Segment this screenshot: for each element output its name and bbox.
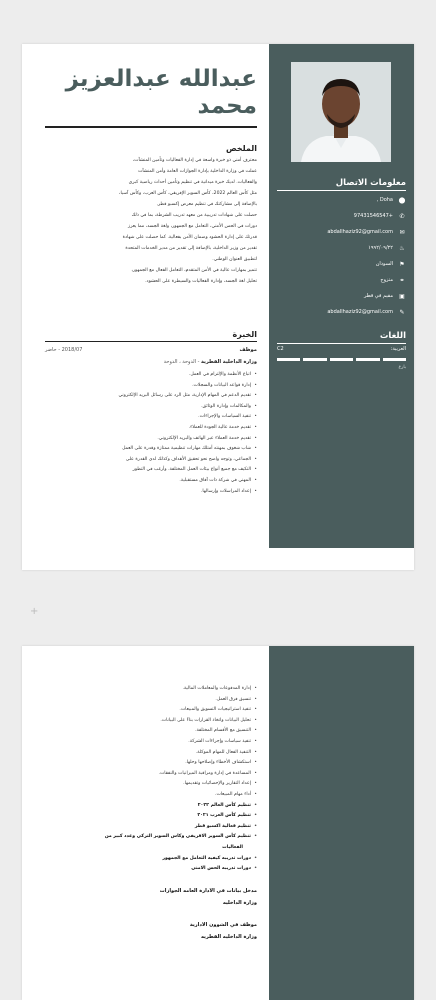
list-item: • تنفيذ السياسات والإجراءات. (45, 412, 257, 423)
contact-list (277, 192, 406, 320)
list-item: • التنفيذ الفعال للمهام الموكلة. (45, 748, 257, 759)
list-item: • تقديم خدمة العملاء عبر الهاتف والبريد الإلكتروني. (45, 434, 257, 445)
job-location: - الدوحة ، الدوحة (163, 359, 200, 365)
job-header (45, 344, 257, 356)
list-item: • والمكالمات وإدارة الوثائق. (45, 402, 257, 413)
list-item: • شاب شغوف بمهنته أمتلك مهارات تنظيمية ممتازة وقدرة على العمل (45, 444, 257, 455)
job-duties-continued (45, 684, 257, 875)
link-icon: ✎ (399, 308, 405, 316)
profile-photo (291, 62, 391, 162)
list-item: • التنسيق مع الأقسام المختلفة. (45, 726, 257, 737)
job-duties (45, 370, 257, 497)
list-item: • تنظيم كأس العالم ٢٠٢٢ (45, 801, 257, 812)
experience-divider (45, 341, 257, 342)
list-item: • إعداد التقارير والإحصائيات وتقديمها. (45, 779, 257, 790)
list-item: • تنظيم كأس العرب ٢٠٢١ (45, 811, 257, 822)
flag-icon: ⚑ (399, 260, 405, 268)
list-item: • تنفيذ سياسات وإجراءات الشركة. (45, 737, 257, 748)
language-level-bar (277, 358, 406, 361)
list-item: • تحليل البيانات واتخاذ القرارات بناءً على البيانات. (45, 716, 257, 727)
phone-icon: ✆ (399, 212, 405, 220)
experience-title: الخبرة (232, 330, 257, 339)
experience-section (45, 330, 257, 497)
language-arabic (277, 346, 406, 352)
list-item: • إدارة المدفوعات والمعاملات المالية. (45, 684, 257, 695)
job-employer (45, 356, 257, 368)
list-item: • استكشاف الأخطاء وإصلاحها وحلها. (45, 758, 257, 769)
contact-item-birthday: ♨ ١٩٩٢/٠٩/٢٢ (368, 244, 405, 252)
birthday-icon: ♨ (399, 244, 405, 252)
summary-text: محترف أمني ذو خبرة واسعة في إدارة الفعاليات وتأمين المنشآت، عملت في وزارة الداخلية بإدارة الجوازات العامة وأمن المنشآت والفعاليات. لديك خبرة ميدانية في تنظيم وتأمين أحداث رياضية كبرى مثل كأس العالم 2022، كأس السوبر الإفريقي، كأس العرب، وكأس آسيا، بالإضافة إلى مشاركتك في تنظيم معرض إكسبو قطر. حصلت على شهادات تدريبية من معهد تدريب الشرطة، بما في ذلك دورات في الحس الأمني، التعامل مع الجمهور، ولغة الجسد، مما يعزز قدرتك على إدارة الحشود وضمان الأمن بفعالية. كما حصلت على شهادة تقدير من وزير الداخلية، بالإضافة إلى تقدير من مدير الخدمات المتحدة لتطبيق العنوان الوطني. تتميز بمهارات عالية في الأمن المتقدم، التعامل الفعال مع الجمهور، تحليل لغة الجسد، وإدارة الفعاليات والسيطرة على الحشود. (119, 158, 257, 284)
list-item: • تنظيم فعالية اكسبو قطر (45, 822, 257, 833)
list-item: • تقديم الدعم في المهام الإدارية، مثل الرد على رسائل البريد الإلكتروني (45, 391, 257, 402)
email-icon: ✉ (399, 228, 405, 236)
language-level-code: C2 (277, 346, 284, 352)
list-item: • تنسيق فرق العمل. (45, 695, 257, 706)
contact-item-residence: ▣ مقيم في قطر (363, 292, 405, 300)
language-name: العربية: (390, 346, 406, 352)
list-item: • المساعدة في إدارة ومراقبة الميزانيات والنفقات. (45, 769, 257, 780)
entry-admin-affairs: موظف في الشوون الادارية وزارة الداخليه القطريه (189, 921, 257, 940)
list-item: • دورات تدريبه كيفيه التعامل مع الجمهور (45, 854, 257, 865)
list-item: • تنظيم كأس السوبر الافريقي وكاس السوبر التركي وعدد كبير من (45, 832, 257, 843)
contact-divider (277, 190, 406, 191)
job-company: وزارة الداخلية القطرية (200, 359, 257, 365)
marital-icon: ⚭ (399, 276, 405, 284)
contact-item-marital-status: ⚭ متزوج (380, 276, 405, 284)
sidebar (269, 44, 414, 548)
languages-divider (277, 343, 406, 344)
contact-section-title: معلومات الاتصال (335, 178, 406, 188)
contact-item-email[interactable]: ✉ abdallhaziz92@gmail.com (327, 228, 405, 236)
contact-item-link[interactable]: ✎ abdallhaziz92@gmail.com (327, 308, 405, 316)
contact-item-location: ⬤ Doha , (376, 196, 406, 204)
add-page-icon: + (30, 606, 39, 617)
list-item: • اتباع الأنظمة والإلتزام في العمل. (45, 370, 257, 381)
list-item: • التكيف مع جميع أنواع بيئات العمل المختلفة. وأرغب في التطور (45, 465, 257, 476)
list-item: • إدارة قواعد البيانات والسجلات. (45, 381, 257, 392)
name-divider (45, 126, 257, 128)
entry-data-entry: مدخل بيانات في الادارة العامه الجوازات وزارة الداخليه (159, 887, 257, 906)
summary-title: الملخص (225, 144, 257, 153)
residence-icon: ▣ (399, 292, 405, 300)
list-item: • المهني في شركة ذات آفاق مستقبلية. (45, 476, 257, 487)
list-item: • إعداد المراسلات وإرسالها. (45, 487, 257, 498)
list-item: • تنفيذ استراتيجيات التسويق والمبيعات. (45, 705, 257, 716)
job-title: موظف (239, 347, 257, 353)
sidebar-page-2 (269, 646, 414, 1000)
resume-page-1 (22, 44, 414, 570)
location-icon: ⬤ (398, 196, 406, 204)
list-item: • تقديم خدمة عالية الجودة للعملاء. (45, 423, 257, 434)
experience-continued (45, 684, 257, 943)
job-date: 2018/07 - حاضر (45, 347, 83, 353)
languages-section-title: اللغات (379, 331, 406, 341)
list-item: • دورات تدريبه الحس الامني (45, 864, 257, 875)
candidate-name: عبدالله عبدالعزيز محمد (65, 66, 257, 119)
list-item: • أداء مهام المبيعات. (45, 790, 257, 801)
contact-item-phone[interactable]: ✆ +97431546547 (353, 212, 405, 220)
language-level-text: بارع (398, 365, 406, 370)
list-item: الفعاليات (222, 844, 243, 850)
list-item: • الجماعي، وتوجه واضح نحو تحقيق الأهداف وكذلك لدي القدرة على (45, 455, 257, 466)
contact-item-nationality: ⚑ السودان (375, 260, 405, 268)
summary-section (45, 144, 257, 287)
resume-page-2 (22, 646, 414, 1000)
